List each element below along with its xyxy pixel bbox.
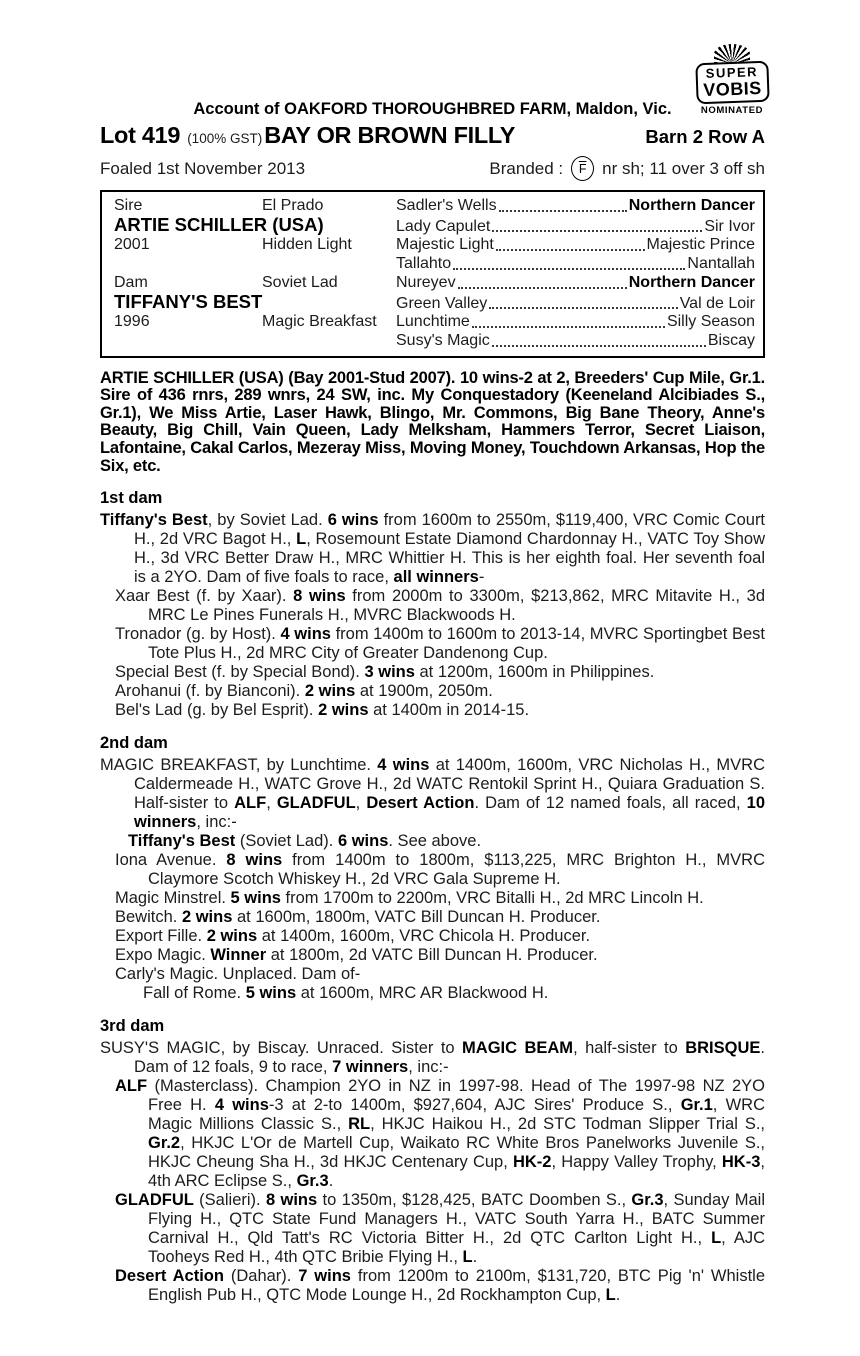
lot-title: BAY OR BROWN FILLY — [264, 122, 516, 148]
ancestor-pair — [396, 218, 755, 237]
pedigree-table — [100, 190, 765, 358]
granddam-name: Hidden Light — [262, 236, 352, 254]
ancestor-name: Majestic Light — [396, 236, 494, 254]
ancestor-name: Lunchtime — [396, 313, 470, 331]
ancestor-sire: Val de Loir — [679, 294, 755, 312]
pedigree-row — [114, 236, 755, 255]
barn-location: Barn 2 Row A — [645, 126, 765, 147]
sire-summary-paragraph: ARTIE SCHILLER (USA) (Bay 2001-Stud 2007). 10 wins-2 at 2, Breeders' Cup Mile, Gr.1. Sire of 436 rnrs, 289 wnrs, 24 SW, inc. My Conquestadory (Keeneland Alcibiades S., Gr.1), We Miss Artie, Laser Hawk, Blingo, Mr. Commons, Big Bane Theory, Anne's Beauty, Big Chill, Vain Queen, Lady Melksham, Hammers Terror, Secret Liaison, Lafontaine, Cakal Carlos, Mezeray Miss, Moving Money, Touchdown Arkansas, Hop the Six, etc. — [100, 368, 765, 475]
granddam-name: Magic Breakfast — [262, 313, 377, 331]
lot-number: Lot 419 — [100, 122, 181, 148]
ancestor-pair — [396, 236, 755, 255]
sire-year: 2001 — [114, 236, 150, 254]
sire-label: Sire — [114, 197, 143, 214]
dot-leader — [453, 268, 685, 270]
branded-label: Branded : — [489, 158, 564, 178]
ancestor-sire: Biscay — [707, 331, 755, 349]
progeny-entry: Expo Magic. Winner at 1800m, 2d VATC Bill Duncan H. Producer. — [115, 946, 598, 965]
vobis-logo-vobis-text: VOBIS — [702, 77, 762, 101]
damsire-name: Soviet Lad — [262, 273, 338, 291]
ancestor-pair — [396, 255, 755, 274]
progeny-entry: Tiffany's Best (Soviet Lad). 6 wins. See above. — [128, 832, 482, 851]
progeny-entry: Bel's Lad (g. by Bel Esprit). 2 wins at 1400m in 2014-15. — [115, 701, 530, 720]
ancestor-sire: Sir Ivor — [704, 217, 755, 235]
dam-name: TIFFANY'S BEST — [114, 290, 263, 312]
dot-leader — [458, 287, 627, 289]
ancestor-name: Green Valley — [396, 294, 488, 312]
third-dam-heading: 3rd dam — [100, 1017, 165, 1036]
progeny-entry: Xaar Best (f. by Xaar). 8 wins from 2000m to 3300m, $213,862, MRC Mitavite H., 3d MRC Le Pines Funerals H., MVRC Blackwoods H. — [115, 587, 765, 625]
progeny-entry: ALF (Masterclass). Champion 2YO in NZ in 1997-98. Head of The 1997-98 NZ 2YO Free H. 4 wins-3 at 2-to 1400m, $927,604, AJC Sires' Produce S., Gr.1, WRC Magic Millions Classic S., RL, HKJC Haikou H., 2d STC Todman Slipper Trial S., Gr.2, HKJC L'Or de Martell Cup, Waikato RC White Bros Panelworks Juvenile S., HKJC Cheung Sha H., 3d HKJC Centenary Cup, HK-2, Happy Valley Trophy, HK-3, 4th ARC Eclipse S., Gr.3. — [115, 1077, 765, 1191]
second-dam-paragraph: MAGIC BREAKFAST, by Lunchtime. 4 wins at 1400m, 1600m, VRC Nicholas H., MVRC Caldermeade H., WATC Grove H., 2d WATC Rentokil Sprint H., Quiara Graduation S. Half-sister to ALF, GLADFUL, Desert Action. Dam of 12 named foals, all raced, 10 winners, inc:- — [100, 756, 766, 832]
super-vobis-logo — [684, 44, 780, 116]
progeny-entry: Magic Minstrel. 5 wins from 1700m to 2200m, VRC Bitalli H., 2d MRC Lincoln H. — [115, 889, 704, 908]
gst-note: (100% GST) — [187, 131, 263, 146]
progeny-entry: Arohanui (f. by Bianconi). 2 wins at 1900m, 2050m. — [115, 682, 493, 701]
first-dam-paragraph: Tiffany's Best, by Soviet Lad. 6 wins from 1600m to 2550m, $119,400, VRC Comic Court H., 2d VRC Bagot H., L, Rosemount Estate Diamond Chardonnay H., VATC Toy Show H., 3d VRC Better Draw H., MRC Whittier H. This is her eighth foal. Her seventh foal is a 2YO. Dam of five foals to race, all winners- — [100, 511, 766, 587]
grandsire-name: El Prado — [262, 197, 324, 214]
ancestor-name: Susy's Magic — [396, 331, 490, 349]
dot-leader — [489, 307, 677, 309]
brand-description: nr sh; 11 over 3 off sh — [602, 158, 765, 178]
vobis-logo-super-text: SUPER — [705, 64, 759, 81]
ancestor-pair — [396, 313, 755, 332]
ancestor-name: Lady Capulet — [396, 217, 491, 235]
ancestor-sire: Northern Dancer — [628, 197, 755, 214]
progeny-entry: Desert Action (Dahar). 7 wins from 1200m to 2100m, $131,720, BTC Pig 'n' Whistle English Pub H., QTC Mode Lounge H., 2d Rockhampton Cup, L. — [115, 1267, 765, 1305]
dot-leader — [499, 210, 627, 212]
second-dam-heading: 2nd dam — [100, 734, 168, 753]
pedigree-row — [114, 197, 755, 216]
dam-year: 1996 — [114, 313, 150, 331]
foaled-date: Foaled 1st November 2013 — [100, 158, 306, 178]
progeny-entry: Iona Avenue. 8 wins from 1400m to 1800m, $113,225, MRC Brighton H., MVRC Claymore Scotch Whiskey H., 2d VRC Gala Supreme H. — [115, 851, 766, 889]
foaling-line — [100, 156, 765, 181]
progeny-entry: Special Best (f. by Special Bond). 3 wins at 1200m, 1600m in Philippines. — [115, 663, 655, 682]
ancestor-name: Sadler's Wells — [396, 197, 497, 214]
ancestor-name: Tallahto — [396, 255, 452, 273]
dot-leader — [492, 230, 702, 232]
progeny-entry: Carly's Magic. Unplaced. Dam of- — [115, 965, 361, 984]
ancestor-pair — [396, 295, 755, 314]
vendor-account-line: Account of OAKFORD THOROUGHBRED FARM, Maldon, Vic. — [193, 100, 672, 118]
pedigree-row — [114, 213, 755, 237]
third-dam-paragraph: SUSY'S MAGIC, by Biscay. Unraced. Sister to MAGIC BEAM, half-sister to BRISQUE. Dam of 12 foals, 9 to race, 7 winners, inc:- — [100, 1039, 765, 1077]
first-dam-heading: 1st dam — [100, 489, 163, 508]
ancestor-name: Nureyev — [396, 273, 456, 291]
dot-leader — [472, 326, 665, 328]
progeny-entry: GLADFUL (Salieri). 8 wins to 1350m, $128,425, BATC Doomben S., Gr.3, Sunday Mail Flying H., QTC State Fund Managers H., VATC South Yarra H., BATC Summer Carnival H., Qld Tatt's RC Victoria Bitter H., 2d QTC Carlton Light H., L, AJC Tooheys Red H., 4th QTC Bribie Flying H., L. — [115, 1191, 766, 1267]
sire-name: ARTIE SCHILLER (USA) — [114, 213, 324, 235]
ancestor-sire: Northern Dancer — [628, 273, 755, 291]
dam-label: Dam — [114, 273, 148, 291]
pedigree-row — [114, 332, 755, 351]
ancestor-pair — [396, 197, 755, 216]
lot-header-line — [100, 122, 765, 149]
progeny-entry: Tronador (g. by Host). 4 wins from 1400m to 1600m to 2013-14, MVRC Sportingbet Best Tote Plus H., 2d MRC City of Greater Dandenong Cup. — [115, 625, 766, 663]
ancestor-sire: Nantallah — [687, 255, 755, 273]
pedigree-row — [114, 313, 755, 332]
ancestor-sire: Majestic Prince — [646, 236, 755, 254]
pedigree-row — [114, 255, 755, 274]
ancestor-pair — [396, 332, 755, 351]
vobis-logo-frame — [695, 61, 769, 105]
progeny-entry: Fall of Rome. 5 wins at 1600m, MRC AR Blackwood H. — [143, 984, 549, 1003]
dot-leader — [496, 249, 645, 251]
pedigree-row — [114, 274, 755, 293]
pedigree-row — [114, 290, 755, 314]
ancestor-sire: Silly Season — [666, 313, 755, 331]
progeny-entry: Bewitch. 2 wins at 1600m, 1800m, VATC Bill Duncan H. Producer. — [115, 908, 601, 927]
page-content — [100, 0, 765, 1305]
ancestor-pair — [396, 274, 755, 293]
vobis-logo-nominated-text: NOMINATED — [700, 105, 764, 116]
branding-info — [489, 156, 765, 181]
progeny-entry: Export Fille. 2 wins at 1400m, 1600m, VRC Chicola H. Producer. — [115, 927, 591, 946]
brand-mark-icon: $\overline{F}$ — [571, 156, 594, 181]
dot-leader — [492, 345, 706, 347]
